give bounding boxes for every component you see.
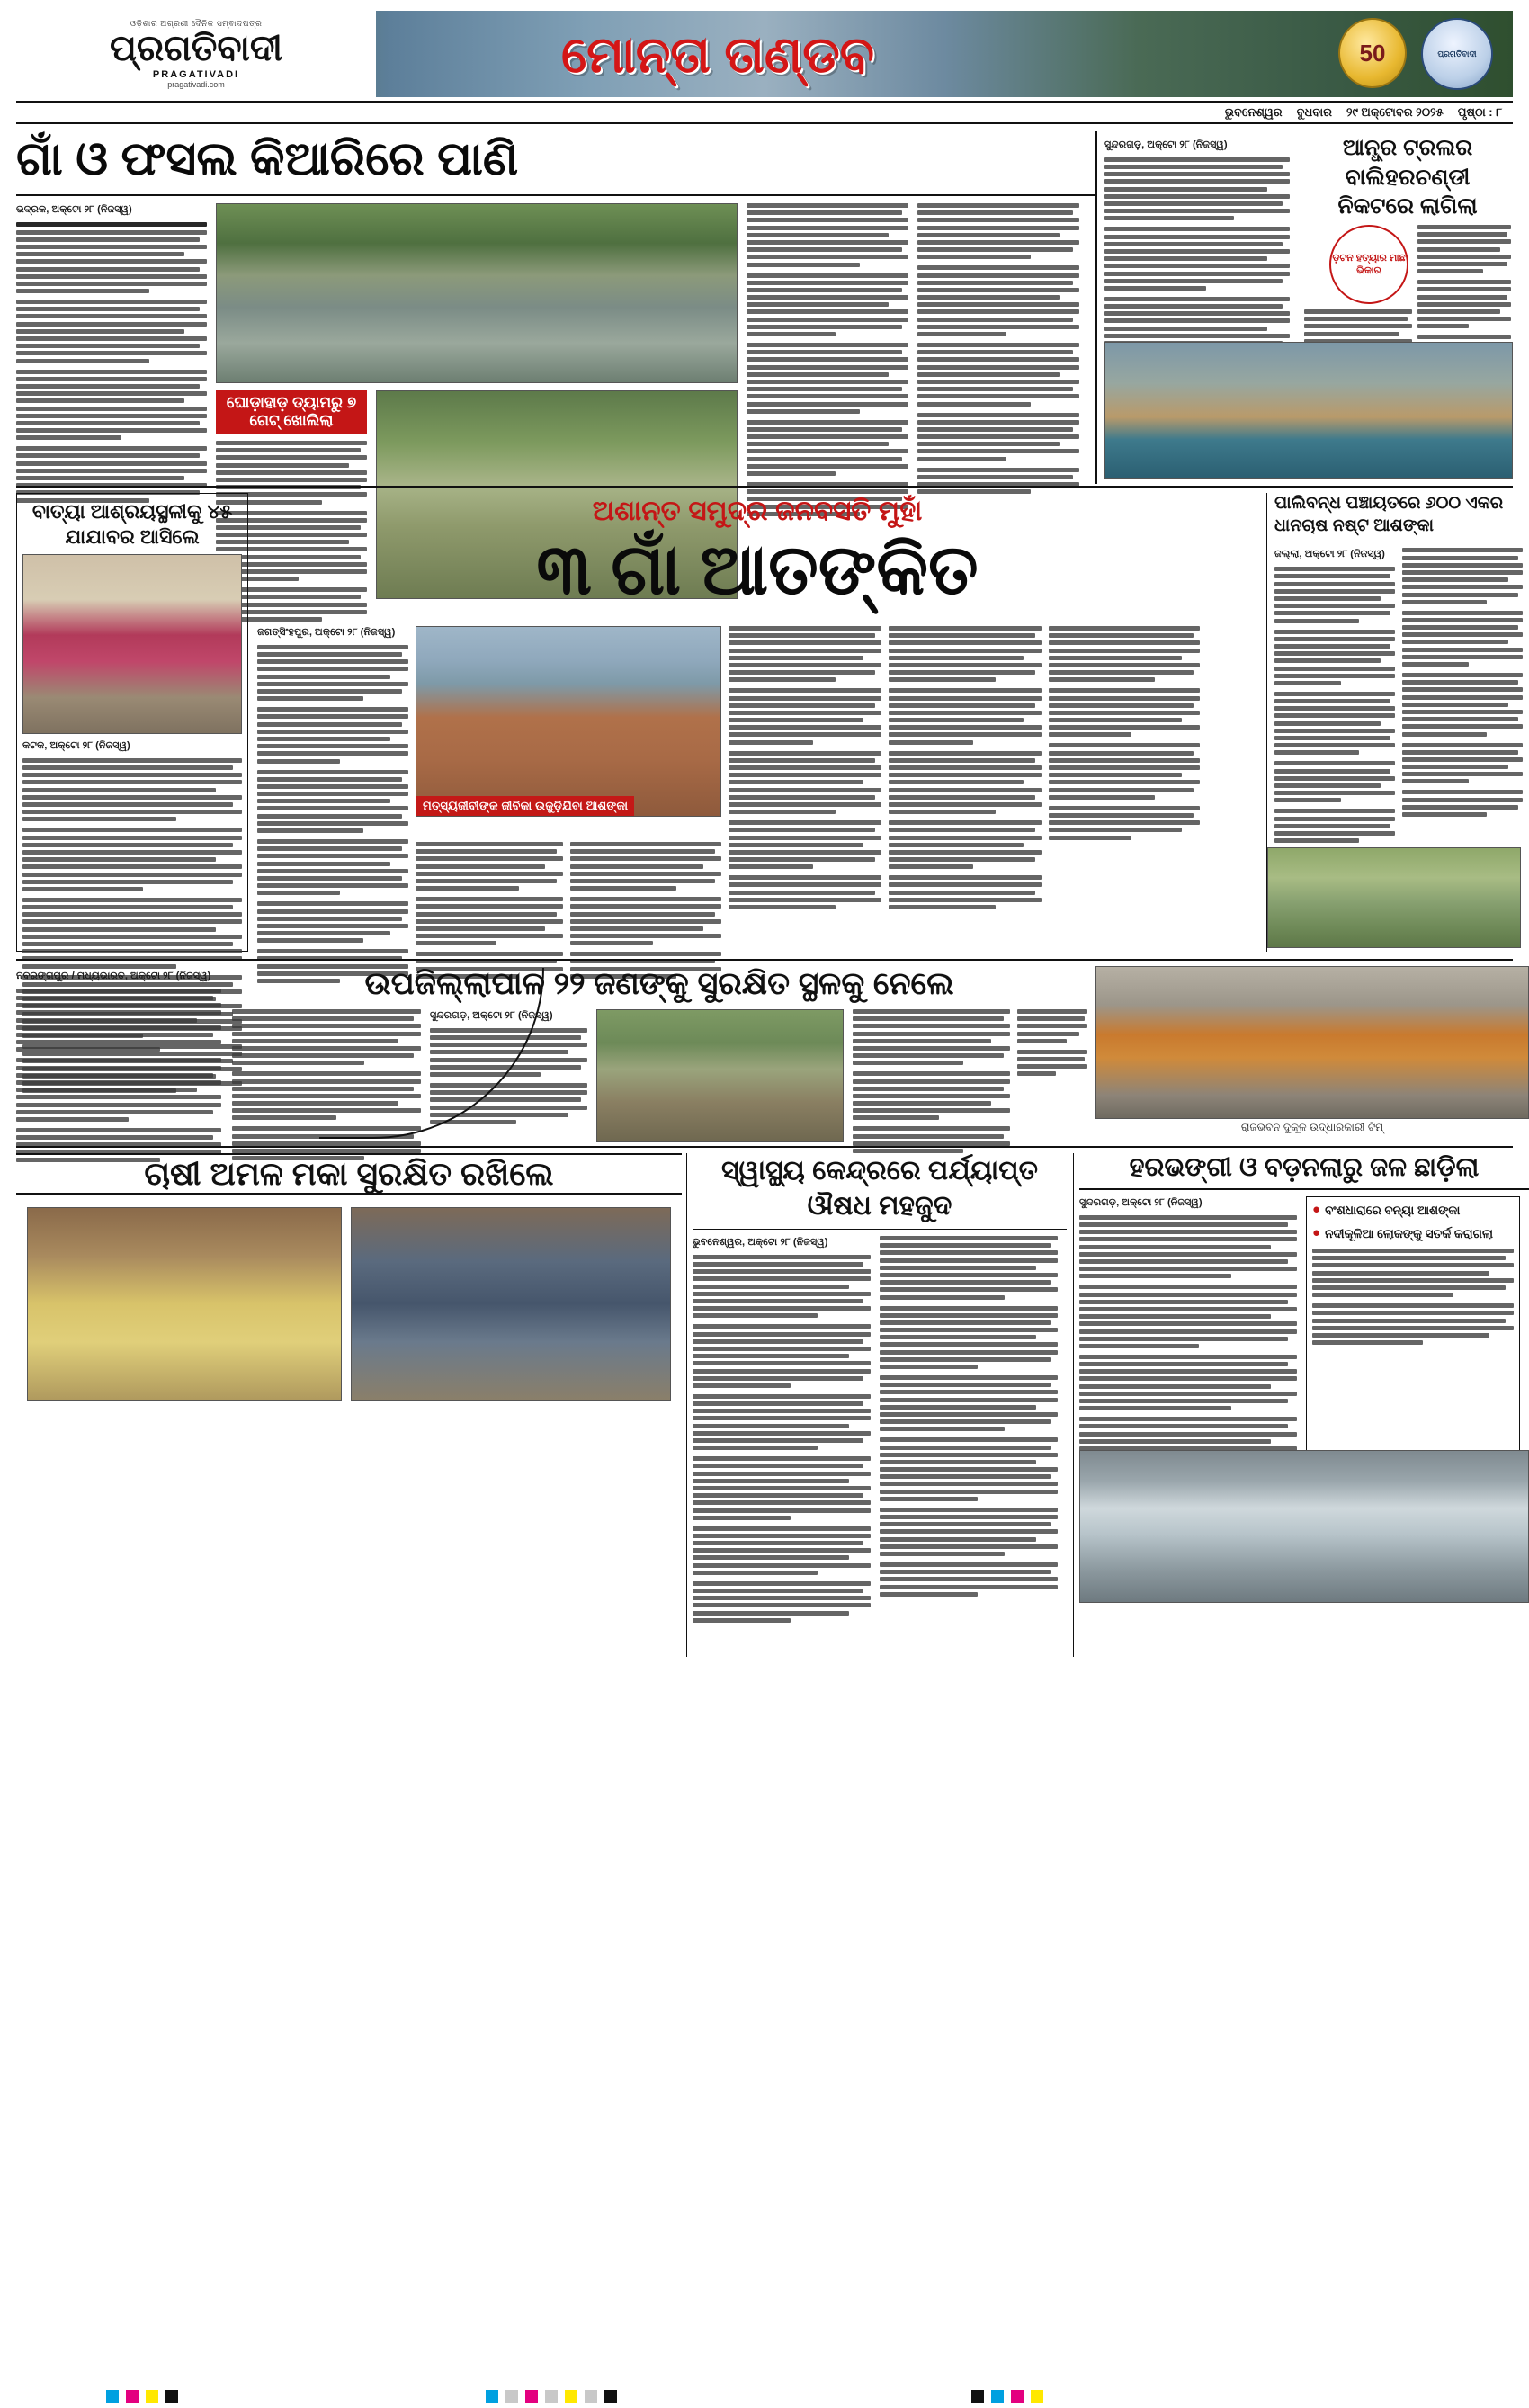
section-4-vertical-rule-1 — [686, 1153, 687, 1657]
center-column-6 — [1049, 626, 1200, 946]
cmyk-swatch-cyan-2 — [486, 2390, 498, 2403]
panchayat-headline: ପାଲିବନ୍ଧ ପଞ୍ଚାୟତରେ ୬୦୦ ଏକର ଧାନଚାଷ ନଷ୍ଟ ଆଶଙ୍କା — [1274, 494, 1504, 535]
dateline-date: ୨୯ ଅକ୍ଟୋବର ୨୦୨୫ — [1346, 105, 1444, 119]
sub-collector-photo-boat-team — [1095, 966, 1529, 1119]
cmyk-swatch-magenta — [126, 2390, 139, 2403]
center-photo-sea-erosion — [416, 626, 721, 817]
dam-photo-water-release — [1079, 1450, 1529, 1603]
bullet-dot-icon: ● — [1312, 1202, 1321, 1217]
cmyk-swatch-magenta-2 — [525, 2390, 538, 2403]
cmyk-swatch-cyan-3 — [991, 2390, 1004, 2403]
cmyk-swatch-magenta-3 — [1011, 2390, 1024, 2403]
section-3-bottom-rule — [16, 1146, 1513, 1148]
center-column-3 — [570, 842, 721, 946]
section-2-bottom-rule — [16, 959, 1513, 961]
sub-collector-column-left — [16, 970, 221, 1168]
section-1-bottom-rule — [16, 486, 1513, 488]
center-headline: ୩ ଗାଁ ଆତଙ୍କିତ — [536, 530, 979, 609]
masthead — [16, 11, 1513, 97]
dam-column — [1079, 1196, 1297, 1464]
logo-tagline: ଓଡ଼ିଶାର ଅଗ୍ରଣୀ ଦୈନିକ ସମ୍ବାଦପତ୍ର — [130, 19, 263, 28]
cmyk-swatch-yellow-2 — [565, 2390, 577, 2403]
panchayat-column-2 — [1402, 548, 1523, 849]
cmyk-swatch-gray — [505, 2390, 518, 2403]
section-1-vertical-rule — [1095, 131, 1097, 484]
cmyk-swatch-gray-2 — [545, 2390, 558, 2403]
section-3 — [16, 966, 1513, 1142]
anniversary-badge: 50 — [1338, 18, 1407, 88]
lead-byline: ଭଦ୍ରକ, ଅକ୍ଟୋ ୨୮ (ନିଜସ୍ୱ) — [16, 204, 132, 215]
boat-photo-caption: ରାଜଭବନ ଦୁକୂଳ ଉଦ୍ଧାରକାରୀ ଟିମ୍ — [1240, 1121, 1384, 1133]
cmyk-swatch-black — [165, 2390, 178, 2403]
center-story — [257, 493, 1257, 952]
cmyk-swatch-black-2 — [604, 2390, 617, 2403]
andhra-byline: ସୁନ୍ଦରଗଡ଼, ଅକ୍ଟୋ ୨୮ (ନିଜସ୍ୱ) — [1104, 139, 1228, 150]
dam-box-text — [1312, 1249, 1514, 1345]
lead-photo-flooded-village — [216, 203, 738, 383]
health-headline: ସ୍ୱାସ୍ଥ୍ୟ କେନ୍ଦ୍ରରେ ପର୍ଯ୍ୟାପ୍ତ ଔଷଧ ମହଜୁଦ — [693, 1153, 1067, 1230]
dam-byline: ସୁନ୍ଦରଗଡ଼, ଅକ୍ଟୋ ୨୮ (ନିଜସ୍ୱ) — [1079, 1197, 1203, 1208]
page-number: ପୃଷ୍ଠା : ୮ — [1457, 105, 1502, 119]
bullet-dot-icon: ● — [1312, 1224, 1321, 1240]
dateline-bar — [16, 101, 1513, 124]
andhra-photo-trawler-rescue — [1104, 342, 1513, 479]
panchayat-column-1 — [1274, 548, 1395, 849]
lead-story — [16, 131, 1095, 479]
maize-photo-harvest — [27, 1207, 342, 1401]
newspaper-logo[interactable] — [25, 18, 367, 90]
sub-collector-byline-mid: ସୁନ୍ଦରଗଡ଼, ଅକ୍ଟୋ ୨୮ (ନିଜସ୍ୱ) — [430, 1010, 553, 1021]
dateline-day: ବୁଧବାର — [1296, 105, 1332, 119]
dam-bullets-box — [1306, 1196, 1520, 1464]
cmyk-registration-strip — [0, 2386, 1529, 2408]
cmyk-swatch-gray-3 — [585, 2390, 597, 2403]
section-4-vertical-rule-2 — [1073, 1153, 1074, 1657]
shelter-story — [16, 493, 248, 952]
health-column-1 — [693, 1236, 871, 1629]
shelter-byline: କଟକ, ଅକ୍ଟୋ ୨୮ (ନିଜସ୍ୱ) — [22, 740, 130, 751]
panchayat-photo-flooded-paddy — [1267, 847, 1521, 948]
health-column-2 — [880, 1236, 1058, 1629]
sub-collector-column-3 — [853, 1009, 1010, 1159]
andhra-badge-stamp: ଡ଼ଟନ ହତ୍ୟାର ମାଛ ଭିକାର — [1329, 225, 1408, 304]
center-column-1 — [257, 626, 408, 946]
dam-bullet-0-label: ବଂଶଧାରାରେ ବନ୍ୟା ଆଶଙ୍କା — [1325, 1204, 1461, 1217]
center-byline: ଜଗତ୍‌ସିଂହପୁର, ଅକ୍ଟୋ ୨୮ (ନିଜସ୍ୱ) — [257, 627, 396, 638]
sub-collector-headline: ଉପଜିଲ୍ଲାପାଳ ୨୨ ଜଣଙ୍କୁ ସୁରକ୍ଷିତ ସ୍ଥଳକୁ ନେଲେ — [364, 966, 954, 1001]
newspaper-seal: ପ୍ରଗତିବାଦୀ — [1421, 18, 1493, 90]
dam-bullet-0 — [1312, 1203, 1514, 1219]
dam-bullet-1 — [1312, 1226, 1514, 1242]
lead-headline: ଗାଁ ଓ ଫସଲ କିଆରିରେ ପାଣି — [16, 132, 519, 185]
andhra-headline: ଆନ୍ଧ୍ର ଟ୍ରଲର ବାଲିହରଚଣ୍ଡୀ ନିକଟରେ ଲାଗିଲା — [1337, 135, 1478, 219]
logo-odia-name: ପ୍ରଗତିବାଦୀ — [109, 29, 283, 68]
cmyk-swatch-black-3 — [971, 2390, 984, 2403]
edition-title: ମୋନ୍ତା ତାଣ୍ଡବ — [561, 25, 874, 83]
dam-story — [1079, 1153, 1529, 1464]
shelter-photo-nomads — [22, 554, 242, 734]
shelter-headline: ବାତ୍ୟା ଆଶ୍ରୟସ୍ଥଳୀକୁ ୪୫ ଯାଯାବର ଆସିଲେ — [31, 500, 233, 548]
sub-collector-column-1 — [232, 1009, 421, 1167]
cmyk-swatch-cyan — [106, 2390, 119, 2403]
maize-photo-covered-stock — [351, 1207, 671, 1401]
center-column-4 — [729, 626, 881, 946]
dam-headline: ହରଭଙ୍ଗୀ ଓ ବଡ଼ନଲାରୁ ଜଳ ଛାଡ଼ିଲା — [1079, 1153, 1529, 1190]
logo-website: pragativadi.com — [167, 80, 225, 89]
panchayat-story — [1266, 493, 1529, 952]
sub-collector-column-2 — [430, 1009, 587, 1131]
health-byline: ଭୁବନେଶ୍ୱର, ଅକ୍ଟୋ ୨୮ (ନିଜସ୍ୱ) — [693, 1237, 828, 1248]
panchayat-byline: ଜଲ୍ଲା, ଅକ୍ଟୋ ୨୮ (ନିଜସ୍ୱ) — [1274, 549, 1385, 560]
logo-english-name: PRAGATIVADI — [152, 69, 240, 80]
cmyk-swatch-yellow-3 — [1031, 2390, 1043, 2403]
section-2 — [16, 493, 1513, 952]
lead-photo-caption-box — [216, 390, 367, 434]
center-photo-caption: ମତ୍ସ୍ୟଜୀବୀଙ୍କ ଜୀବିକା ଉଜୁଡ଼ିଯିବା ଆଶଙ୍କା — [416, 796, 634, 816]
sub-collector-column-4 — [1017, 1009, 1087, 1082]
health-story — [693, 1153, 1067, 1629]
sub-collector-byline-left: ନବରଙ୍ଗପୁର / ମଧ୍ୟଭାରତ, ଅକ୍ଟୋ ୨୮ (ନିଜସ୍ୱ) — [16, 971, 211, 981]
sub-collector-photo-rescue — [596, 1009, 844, 1142]
lead-caption-line1: ଘୋଡ଼ାହାଡ଼ ଡ୍ୟାମରୁ ୭ ଗେଟ୍ ଖୋଲିଲା — [226, 394, 357, 429]
maize-headline: ଚାଷୀ ଅମଳ ମକା ସୁରକ୍ଷିତ ରଖିଲେ — [16, 1153, 682, 1195]
center-column-5 — [889, 626, 1042, 946]
center-kicker: ଅଶାନ୍ତ ସମୁଦ୍ର ଜନବସତି ମୁହାଁ — [592, 495, 923, 526]
cmyk-swatch-yellow — [146, 2390, 158, 2403]
dateline-place: ଭୁବନେଶ୍ୱର — [1224, 105, 1283, 119]
dam-bullet-1-label: ନଦୀକୂଳିଆ ଲୋକଙ୍କୁ ସତର୍କ କରାଗଲା — [1325, 1226, 1493, 1240]
maize-story — [16, 1153, 682, 1195]
center-column-2 — [416, 842, 563, 946]
lead-rule — [16, 194, 1095, 196]
section-4 — [16, 1153, 1513, 2350]
